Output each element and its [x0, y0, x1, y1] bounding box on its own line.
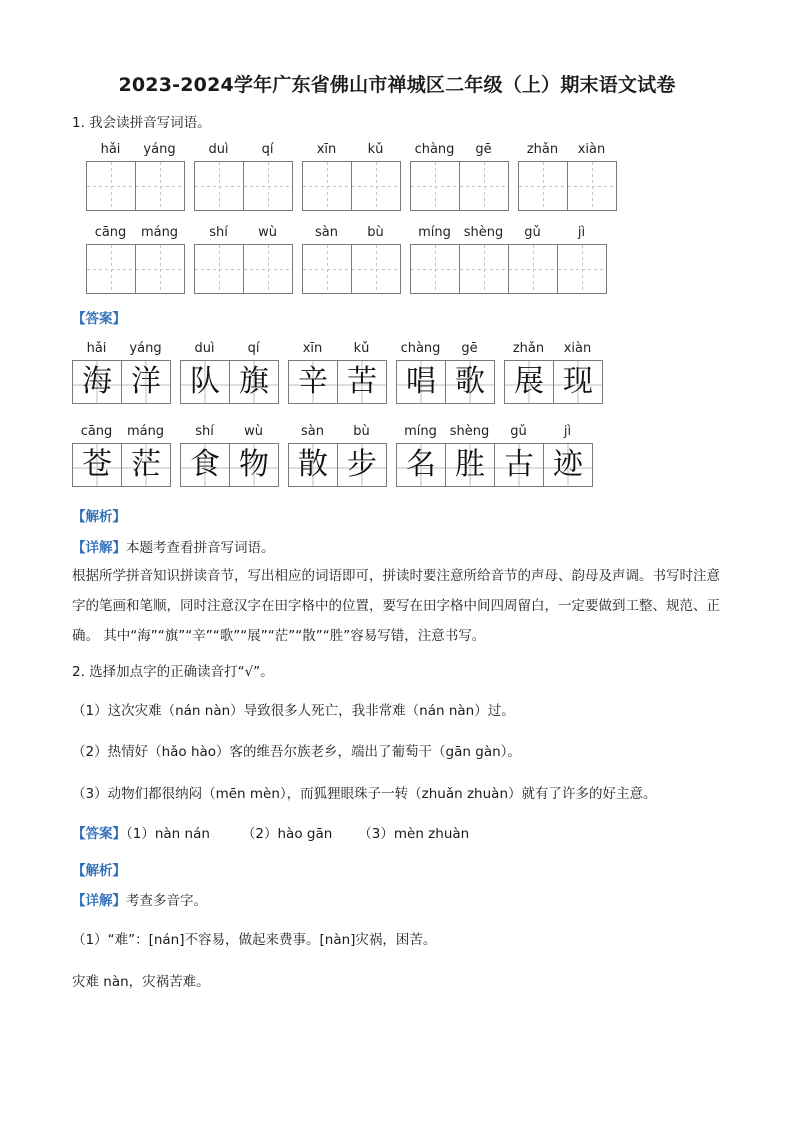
question-2-label: 2. 选择加点字的正确读音打“√”。	[72, 664, 274, 680]
word-group	[396, 424, 592, 487]
word-group	[396, 341, 494, 404]
pinyin-label: duì	[208, 142, 229, 157]
answer-character: 物	[239, 447, 269, 482]
pinyin-label: kǔ	[367, 142, 384, 157]
tianzige-cell[interactable]	[351, 161, 401, 211]
question-2-item-2: （2）热情好（hǎo hào）客的维吾尔族老乡，端出了葡萄干（gān gàn）。	[72, 744, 521, 760]
answer-character-cell	[288, 360, 338, 404]
detail-2-line: 【详解】考查多音字。	[72, 893, 207, 909]
answer-character: 旗	[239, 364, 269, 399]
analysis-2-line-2: 灾难 nàn，灾祸苦难。	[72, 974, 210, 990]
word-group	[288, 341, 386, 404]
tianzige-cell[interactable]	[567, 161, 617, 211]
tianzige-cell[interactable]	[459, 161, 509, 211]
answer-character: 唱	[406, 364, 436, 399]
pinyin-label: cāng	[94, 225, 127, 240]
pinyin-label: cāng	[80, 424, 113, 439]
tianzige-cell[interactable]	[302, 161, 352, 211]
answer-character-cell	[337, 443, 387, 487]
tianzige-cell[interactable]	[135, 244, 185, 294]
tianzige-cell[interactable]	[557, 244, 607, 294]
pinyin-label: wù	[258, 225, 277, 240]
pinyin-label: xiàn	[577, 142, 606, 157]
answer-2-part-2: （2）hào gān	[241, 826, 333, 842]
answer-character: 名	[406, 447, 436, 482]
answer-character: 茫	[131, 447, 161, 482]
pinyin-label: jì	[563, 424, 572, 439]
answer-character: 散	[298, 447, 328, 482]
pinyin-label: gǔ	[510, 424, 527, 439]
pinyin-label: qí	[261, 142, 274, 157]
pinyin-label: bù	[367, 225, 384, 240]
tianzige-cell[interactable]	[194, 161, 244, 211]
pinyin-label: sàn	[315, 225, 338, 240]
answer-2-line: 【答案】（1）nàn nán （2）hào gān （3）mèn zhuàn	[72, 826, 470, 842]
answer-2-part-1: （1）nàn nán	[126, 826, 210, 842]
tianzige-cell[interactable]	[518, 161, 568, 211]
pinyin-label: jì	[577, 225, 586, 240]
question-2-item-3: （3）动物们都很纳闷（mēn mèn），而狐狸眼珠子一转（zhuǎn zhuàn）就有了许多的好主意。	[72, 786, 657, 802]
word-group	[180, 341, 278, 404]
analysis-1-paragraph: 根据所学拼音知识拼读音节，写出相应的词语即可，拼读时要注意所给音节的声母、韵母及声调。书写时注意字的笔画和笔顺，同时注意汉字在田字格中的位置，要写在田字格中间四周留白，一定要做到工整、规范、正确。 其中“海”“旗”“辛”“歌”“展”“茫”“散”“胜”容易写错，注意书写。	[72, 568, 720, 644]
answer-character: 步	[347, 447, 377, 482]
tianzige-cell[interactable]	[135, 161, 185, 211]
word-group	[72, 341, 170, 404]
answer-character-cell	[121, 360, 171, 404]
pinyin-label: shí	[195, 424, 214, 439]
word-group	[194, 225, 292, 294]
answer-2-part-3: （3）mèn zhuàn	[358, 826, 470, 842]
pinyin-label: xīn	[302, 341, 323, 356]
pinyin-label: shèng	[449, 424, 490, 439]
tianzige-cell[interactable]	[508, 244, 558, 294]
pinyin-label: chàng	[414, 142, 455, 157]
pinyin-label: máng	[140, 225, 179, 240]
tianzige-cell[interactable]	[86, 244, 136, 294]
pinyin-label: zhǎn	[512, 341, 545, 356]
answer-character: 古	[504, 447, 534, 482]
pinyin-label: shí	[209, 225, 228, 240]
word-group	[288, 424, 386, 487]
tianzige-cell[interactable]	[243, 161, 293, 211]
pinyin-label: xiàn	[563, 341, 592, 356]
analysis-2-line-1: （1）“难”：[nán]不容易，做起来费事。[nàn]灾祸，困苦。	[72, 932, 437, 948]
pinyin-label: chàng	[400, 341, 441, 356]
answer-character-cell	[229, 360, 279, 404]
answer-character-cell	[180, 360, 230, 404]
pinyin-label: yáng	[143, 142, 176, 157]
answer-character-cell	[72, 443, 122, 487]
answer-character-cell	[504, 360, 554, 404]
answer-character-cell	[72, 360, 122, 404]
answer-character: 展	[514, 364, 544, 399]
pinyin-label: míng	[418, 225, 451, 240]
answer-character: 洋	[131, 364, 161, 399]
tianzige-cell[interactable]	[410, 244, 460, 294]
pinyin-label: qí	[247, 341, 260, 356]
question-1-label: 1. 我会读拼音写词语。	[72, 115, 211, 131]
answer-character-cell	[445, 360, 495, 404]
answer-character: 苍	[82, 447, 112, 482]
answer-character-cell	[396, 443, 446, 487]
word-group	[302, 225, 400, 294]
tianzige-cell[interactable]	[302, 244, 352, 294]
answer-character: 现	[563, 364, 593, 399]
tianzige-cell[interactable]	[194, 244, 244, 294]
analysis-1-tag: 【解析】	[72, 509, 126, 525]
pinyin-label: gē	[461, 341, 478, 356]
pinyin-label: zhǎn	[526, 142, 559, 157]
pinyin-label: gē	[475, 142, 492, 157]
answer-character: 辛	[298, 364, 328, 399]
word-group	[180, 424, 278, 487]
answer-character-cell	[553, 360, 603, 404]
answer-character-cell	[337, 360, 387, 404]
detail-1-line: 【详解】本题考查看拼音写词语。	[72, 540, 275, 556]
answer-character: 苦	[347, 364, 377, 399]
answer-character-cell	[288, 443, 338, 487]
answer-character: 海	[82, 364, 112, 399]
word-group	[86, 142, 184, 211]
word-group	[410, 142, 508, 211]
pinyin-label: duì	[194, 341, 215, 356]
answer-character: 队	[190, 364, 220, 399]
answer-1-tag: 【答案】	[72, 311, 126, 327]
word-group	[86, 225, 184, 294]
pinyin-label: yáng	[129, 341, 162, 356]
pinyin-label: máng	[126, 424, 165, 439]
word-group	[518, 142, 616, 211]
answer-character-cell	[494, 443, 544, 487]
pinyin-label: hǎi	[86, 341, 107, 356]
answer-character-cell	[180, 443, 230, 487]
tianzige-cell[interactable]	[243, 244, 293, 294]
answer-character-cell	[121, 443, 171, 487]
answer-character: 歌	[455, 364, 485, 399]
tianzige-cell[interactable]	[459, 244, 509, 294]
pinyin-label: shèng	[463, 225, 504, 240]
answer-character-cell	[543, 443, 593, 487]
pinyin-label: gǔ	[524, 225, 541, 240]
answer-character-cell	[229, 443, 279, 487]
page-title: 2023-2024学年广东省佛山市禅城区二年级（上）期末语文试卷	[118, 74, 676, 96]
word-group	[504, 341, 602, 404]
answer-character: 胜	[455, 447, 485, 482]
word-group	[410, 225, 606, 294]
answer-character: 食	[190, 447, 220, 482]
word-group	[302, 142, 400, 211]
pinyin-label: bù	[353, 424, 370, 439]
question-2-item-1: （1）这次灾难（nán nàn）导致很多人死亡，我非常难（nán nàn）过。	[72, 703, 515, 719]
pinyin-label: xīn	[316, 142, 337, 157]
tianzige-cell[interactable]	[86, 161, 136, 211]
word-group	[72, 424, 170, 487]
pinyin-label: hǎi	[100, 142, 121, 157]
pinyin-label: wù	[244, 424, 263, 439]
analysis-2-tag: 【解析】	[72, 863, 126, 879]
answer-character-cell	[396, 360, 446, 404]
pinyin-label: sàn	[301, 424, 324, 439]
tianzige-cell[interactable]	[351, 244, 401, 294]
answer-character-cell	[445, 443, 495, 487]
answer-character: 迹	[553, 447, 583, 482]
pinyin-label: míng	[404, 424, 437, 439]
word-group	[194, 142, 292, 211]
pinyin-label: kǔ	[353, 341, 370, 356]
tianzige-cell[interactable]	[410, 161, 460, 211]
